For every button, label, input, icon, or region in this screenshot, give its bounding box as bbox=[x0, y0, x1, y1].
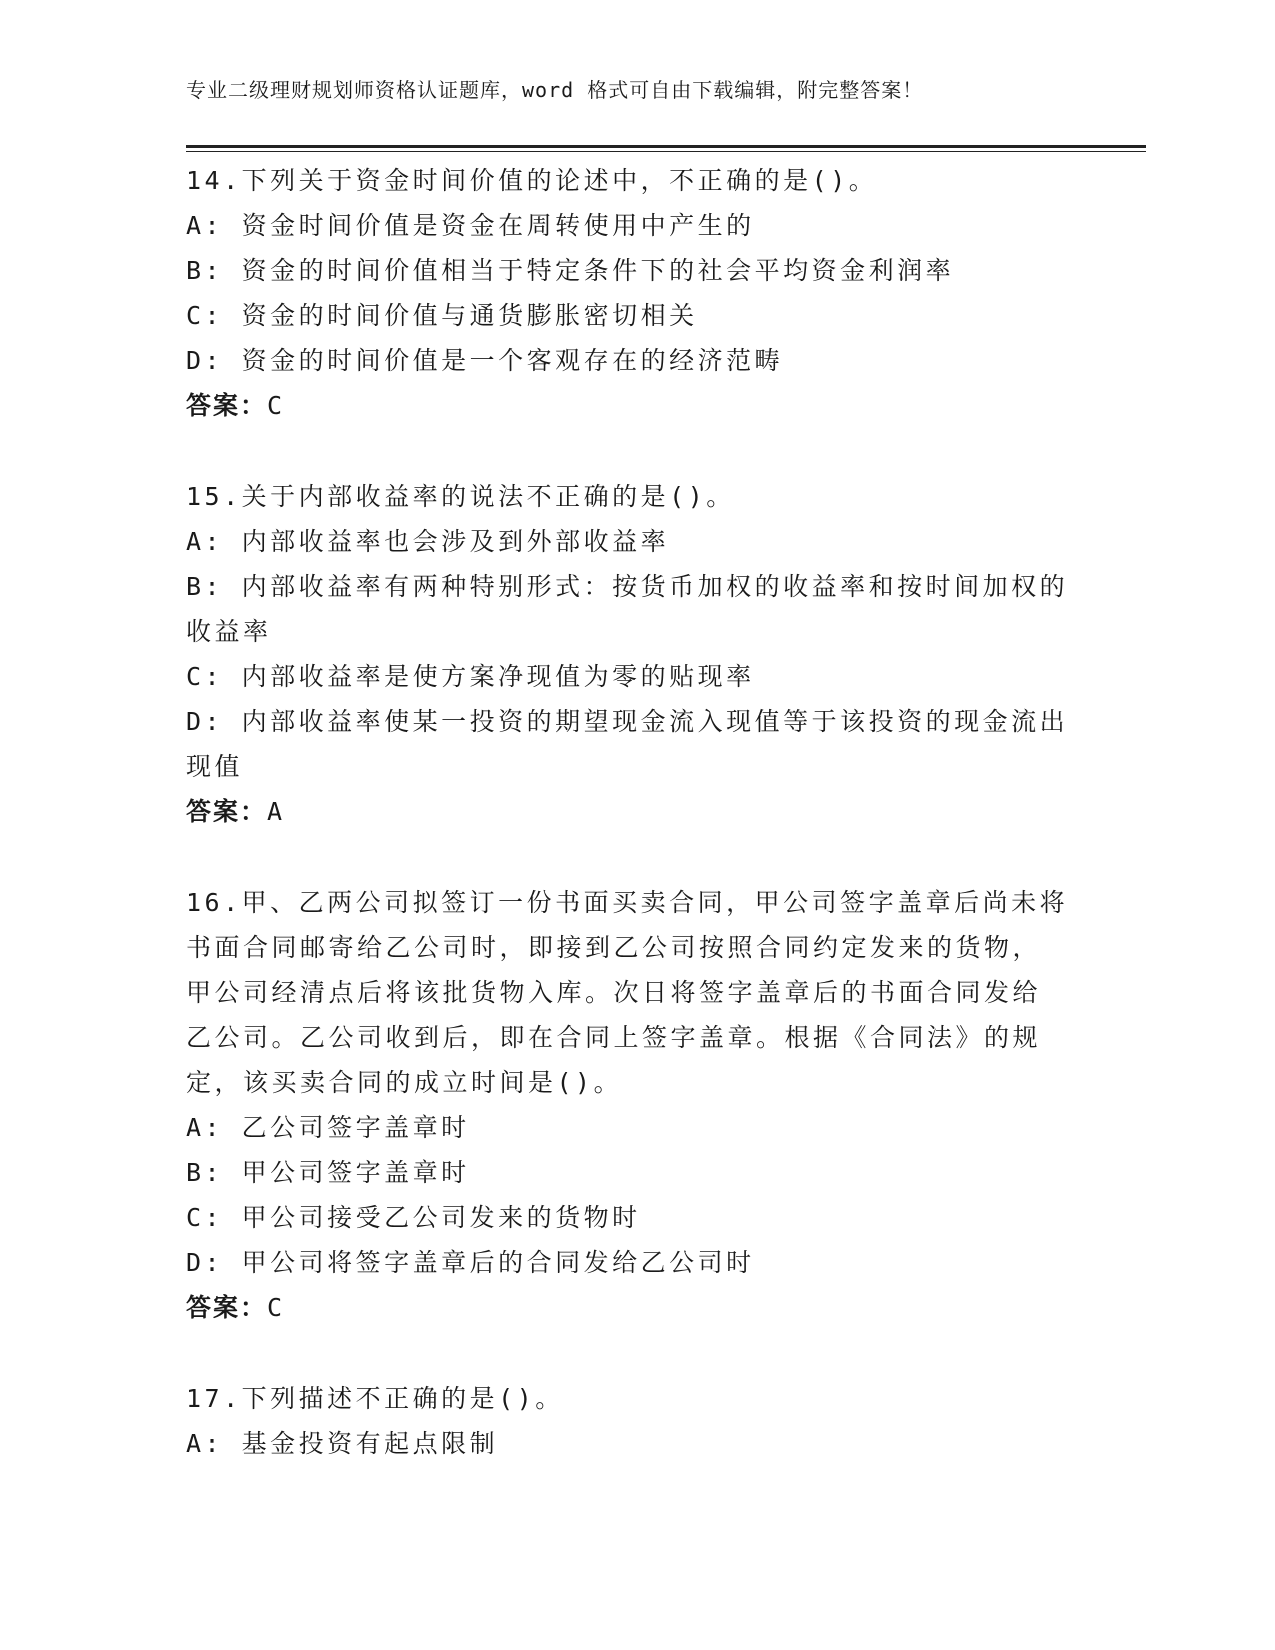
stem-line: 14.下列关于资金时间价值的论述中，不正确的是()。 bbox=[186, 166, 878, 195]
option-a bbox=[186, 1421, 1086, 1466]
option-line: A: 资金时间价值是资金在周转使用中产生的 bbox=[186, 211, 755, 240]
stem-line: 17.下列描述不正确的是()。 bbox=[186, 1384, 564, 1413]
page-header: 专业二级理财规划师资格认证题库，word 格式可自由下载编辑，附完整答案！ bbox=[186, 78, 924, 102]
header-rule-thick bbox=[186, 145, 1146, 148]
option-d bbox=[186, 699, 1086, 789]
option-d bbox=[186, 1240, 1086, 1285]
stem-line: 甲公司经清点后将该批货物入库。次日将签字盖章后的书面合同发给 bbox=[186, 978, 1042, 1007]
stem-line: 定，该买卖合同的成立时间是()。 bbox=[186, 1068, 623, 1097]
option-b bbox=[186, 248, 1086, 293]
option-line: B: 资金的时间价值相当于特定条件下的社会平均资金利润率 bbox=[186, 256, 955, 285]
option-a bbox=[186, 203, 1086, 248]
answer-label: 答案： bbox=[186, 391, 268, 420]
option-d bbox=[186, 338, 1086, 383]
option-a bbox=[186, 519, 1086, 564]
option-line: B: 甲公司签字盖章时 bbox=[186, 1158, 470, 1187]
option-line: C: 内部收益率是使方案净现值为零的贴现率 bbox=[186, 662, 755, 691]
option-line: C: 甲公司接受乙公司发来的货物时 bbox=[186, 1203, 641, 1232]
option-line: B: 内部收益率有两种特别形式：按货币加权的收益率和按时间加权的 bbox=[186, 572, 1069, 601]
option-b bbox=[186, 1150, 1086, 1195]
question-stem bbox=[186, 880, 1086, 1105]
answer bbox=[186, 383, 1086, 428]
header-rule-thin bbox=[186, 151, 1146, 152]
question-14 bbox=[186, 158, 1086, 428]
question-stem bbox=[186, 1376, 1086, 1421]
question-stem bbox=[186, 474, 1086, 519]
answer bbox=[186, 789, 1086, 834]
answer bbox=[186, 1285, 1086, 1330]
question-17 bbox=[186, 1376, 1086, 1466]
option-line: D: 内部收益率使某一投资的期望现金流入现值等于该投资的现金流出 bbox=[186, 707, 1069, 736]
stem-line: 16.甲、乙两公司拟签订一份书面买卖合同，甲公司签字盖章后尚未将 bbox=[186, 888, 1069, 917]
answer-label: 答案： bbox=[186, 797, 268, 826]
question-list bbox=[186, 158, 1086, 1512]
option-line: D: 资金的时间价值是一个客观存在的经济范畴 bbox=[186, 346, 784, 375]
question-15 bbox=[186, 474, 1086, 834]
answer-value: C bbox=[267, 1293, 285, 1322]
option-b bbox=[186, 564, 1086, 654]
option-line: A: 内部收益率也会涉及到外部收益率 bbox=[186, 527, 670, 556]
option-c bbox=[186, 1195, 1086, 1240]
stem-line: 15.关于内部收益率的说法不正确的是()。 bbox=[186, 482, 735, 511]
option-line: D: 甲公司将签字盖章后的合同发给乙公司时 bbox=[186, 1248, 755, 1277]
question-stem bbox=[186, 158, 1086, 203]
option-line: 现值 bbox=[186, 752, 244, 781]
question-16 bbox=[186, 880, 1086, 1330]
option-c bbox=[186, 654, 1086, 699]
option-line: C: 资金的时间价值与通货膨胀密切相关 bbox=[186, 301, 698, 330]
option-line: A: 乙公司签字盖章时 bbox=[186, 1113, 470, 1142]
answer-value: A bbox=[267, 797, 285, 826]
stem-line: 书面合同邮寄给乙公司时，即接到乙公司按照合同约定发来的货物， bbox=[186, 933, 1042, 962]
stem-line: 乙公司。乙公司收到后，即在合同上签字盖章。根据《合同法》的规 bbox=[186, 1023, 1042, 1052]
option-line: A: 基金投资有起点限制 bbox=[186, 1429, 499, 1458]
answer-label: 答案： bbox=[186, 1293, 268, 1322]
option-a bbox=[186, 1105, 1086, 1150]
option-c bbox=[186, 293, 1086, 338]
answer-value: C bbox=[267, 391, 285, 420]
option-line: 收益率 bbox=[186, 617, 272, 646]
